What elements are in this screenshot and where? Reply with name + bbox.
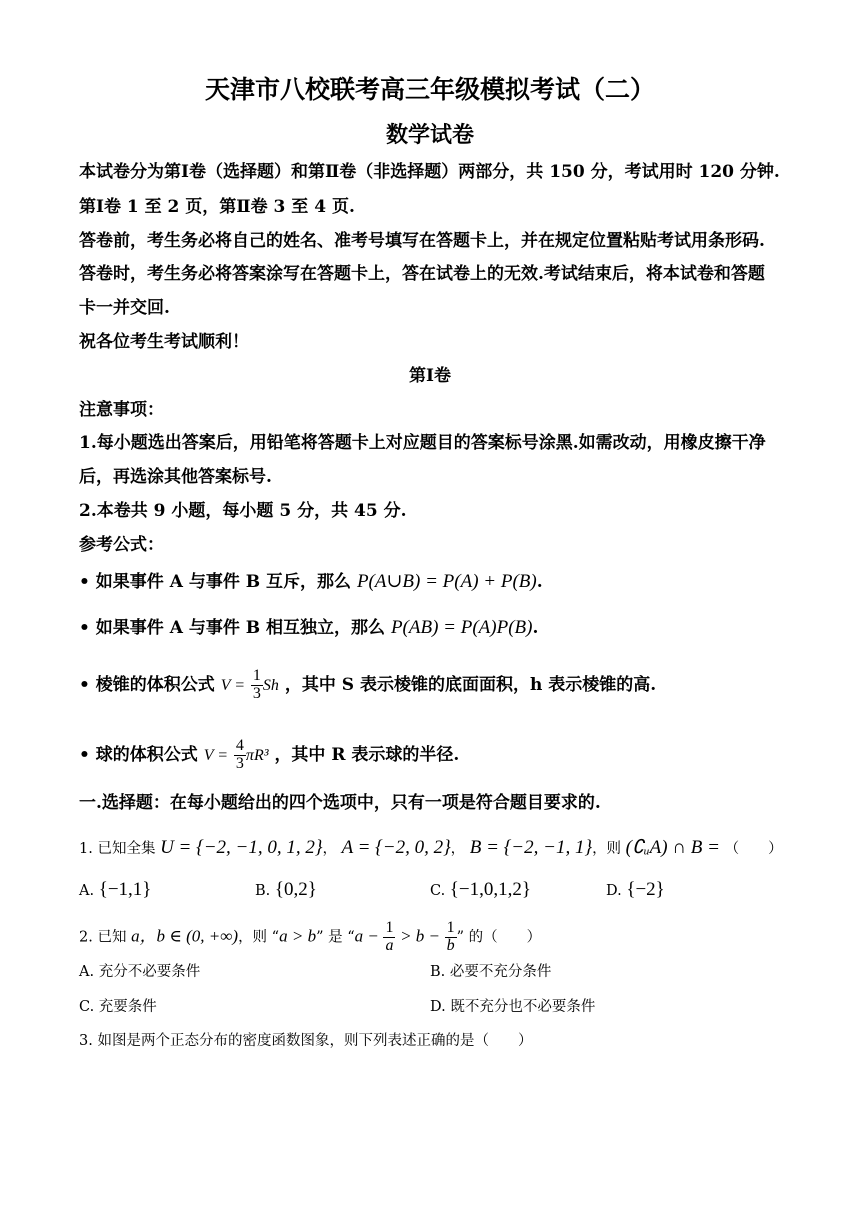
q2-condition-2a: a − bbox=[354, 926, 379, 946]
formula-2: • 如果事件 A 与事件 B 相互独立，那么 P(AB) = P(A)P(B). bbox=[79, 617, 539, 638]
q2-condition-1: a > b bbox=[279, 926, 317, 946]
formula-1-text: 如果事件 A 与事件 B 互斥，那么 bbox=[95, 572, 352, 592]
q2-option-c: C. 充要条件 bbox=[79, 999, 157, 1015]
intro-line-5: 卡一并交回. bbox=[79, 298, 170, 318]
q1-set-a: A = {−2, 0, 2} bbox=[341, 837, 451, 858]
q2-stem-mid2: ” 是 “ bbox=[316, 929, 355, 946]
q2-vars: a，b ∈ (0, +∞) bbox=[131, 926, 239, 946]
intro-line-1: 本试卷分为第Ⅰ卷（选择题）和第Ⅱ卷（非选择题）两部分，共 150 分，考试用时 120 分钟. bbox=[79, 162, 780, 182]
q2-option-a: A. 充分不必要条件 bbox=[79, 964, 201, 980]
formula-2-text: 如果事件 A 与事件 B 相互独立，那么 bbox=[95, 618, 386, 638]
q1-set-b: B = {−2, −1, 1} bbox=[469, 837, 593, 858]
q2-fraction-a: $\frac{1}{a}$ bbox=[385, 919, 394, 954]
page-title: 天津市八校联考高三年级模拟考试（二） bbox=[204, 75, 655, 104]
bullet-icon: • bbox=[79, 674, 90, 695]
q1-expression: (∁ᵤA) ∩ B = bbox=[625, 837, 720, 858]
formula-4-fraction: $\frac{4}{3}$ bbox=[235, 737, 244, 772]
q2-stem bbox=[79, 920, 860, 955]
q1-stem: 1. 已知全集 U = {−2, −1, 0, 1, 2}， A = {−2, 0, 2}， B = {−2, −1, 1}，则 (∁ᵤA) ∩ B = （ ） bbox=[79, 837, 783, 858]
page-subtitle: 数学试卷 bbox=[385, 122, 474, 148]
q2-stem-mid1: ，则 “ bbox=[238, 929, 280, 946]
notes-line-2: 后，再选涂其他答案标号. bbox=[79, 467, 272, 487]
q1-set-u: U = {−2, −1, 0, 1, 2} bbox=[160, 837, 323, 858]
bullet-icon: • bbox=[79, 618, 90, 638]
formula-3-lhs: V = bbox=[220, 676, 245, 694]
q3-stem: 3. 如图是两个正态分布的密度函数图象，则下列表述正确的是（ ） bbox=[79, 1033, 533, 1049]
formula-4-text: 球的体积公式 bbox=[95, 744, 198, 765]
section-label: 第Ⅰ卷 bbox=[409, 366, 451, 386]
formula-4 bbox=[79, 738, 860, 773]
q2-option-b: B. 必要不充分条件 bbox=[430, 964, 552, 980]
notes-line-1: 1.每小题选出答案后，用铅笔将答题卡上对应题目的答案标号涂黑.如需改动，用橡皮擦干净 bbox=[79, 433, 766, 453]
formula-4-lhs: V = bbox=[203, 746, 228, 764]
bullet-icon: • bbox=[79, 572, 90, 592]
q1-option-b: B. {0,2} bbox=[255, 879, 317, 900]
formula-3-text: 棱锥的体积公式 bbox=[95, 674, 215, 695]
formula-4-rhs: πR³ bbox=[245, 746, 269, 764]
formula-3-rhs: Sh bbox=[262, 676, 279, 694]
formula-3-fraction: $\frac{1}{3}$ bbox=[252, 667, 261, 702]
q1-stem-then: ，则 bbox=[592, 841, 622, 857]
formula-1-math: P(A∪B) = P(A) + P(B) bbox=[356, 571, 537, 592]
q2-stem-suffix: ” 的（ ） bbox=[456, 929, 542, 946]
q1-option-c: C. {−1,0,1,2} bbox=[430, 879, 532, 900]
bullet-icon: • bbox=[79, 744, 90, 765]
intro-line-4: 答卷时，考生务必将答案涂写在答题卡上，答在试卷上的无效.考试结束后，将本试卷和答题 bbox=[79, 264, 765, 284]
q1-option-a: A. {−1,1} bbox=[79, 879, 152, 900]
formula-2-math: P(AB) = P(A)P(B) bbox=[390, 617, 533, 638]
intro-line-6: 祝各位考生考试顺利！ bbox=[79, 332, 249, 352]
formula-3-tail: ，其中 S 表示棱锥的底面面积，h 表示棱锥的高. bbox=[284, 674, 657, 695]
intro-line-2: 第Ⅰ卷 1 至 2 页，第Ⅱ卷 3 至 4 页. bbox=[79, 197, 355, 217]
intro-line-3: 答卷前，考生务必将自己的姓名、准考号填写在答题卡上，并在规定位置粘贴考试用条形码. bbox=[79, 231, 765, 251]
q1-answer-paren: （ ） bbox=[724, 841, 783, 857]
q2-option-d: D. 既不充分也不必要条件 bbox=[430, 999, 596, 1015]
q2-stem-prefix: 2. 已知 bbox=[79, 929, 127, 946]
formula-3 bbox=[79, 668, 860, 703]
q1-stem-prefix: 1. 已知全集 bbox=[79, 841, 156, 857]
notes-heading: 注意事项： bbox=[79, 400, 164, 420]
q2-condition-2b: > b − bbox=[400, 926, 441, 946]
part1-heading: 一.选择题：在每小题给出的四个选项中，只有一项是符合题目要求的. bbox=[79, 793, 601, 813]
formulas-heading: 参考公式： bbox=[79, 535, 164, 555]
formula-4-tail: ，其中 R 表示球的半径. bbox=[274, 744, 460, 765]
q1-option-d: D. {−2} bbox=[606, 879, 665, 900]
q2-fraction-b: $\frac{1}{b}$ bbox=[446, 919, 455, 954]
formula-1: • 如果事件 A 与事件 B 互斥，那么 P(A∪B) = P(A) + P(B). bbox=[79, 571, 543, 592]
notes-line-3: 2.本卷共 9 小题，每小题 5 分，共 45 分. bbox=[79, 501, 407, 521]
